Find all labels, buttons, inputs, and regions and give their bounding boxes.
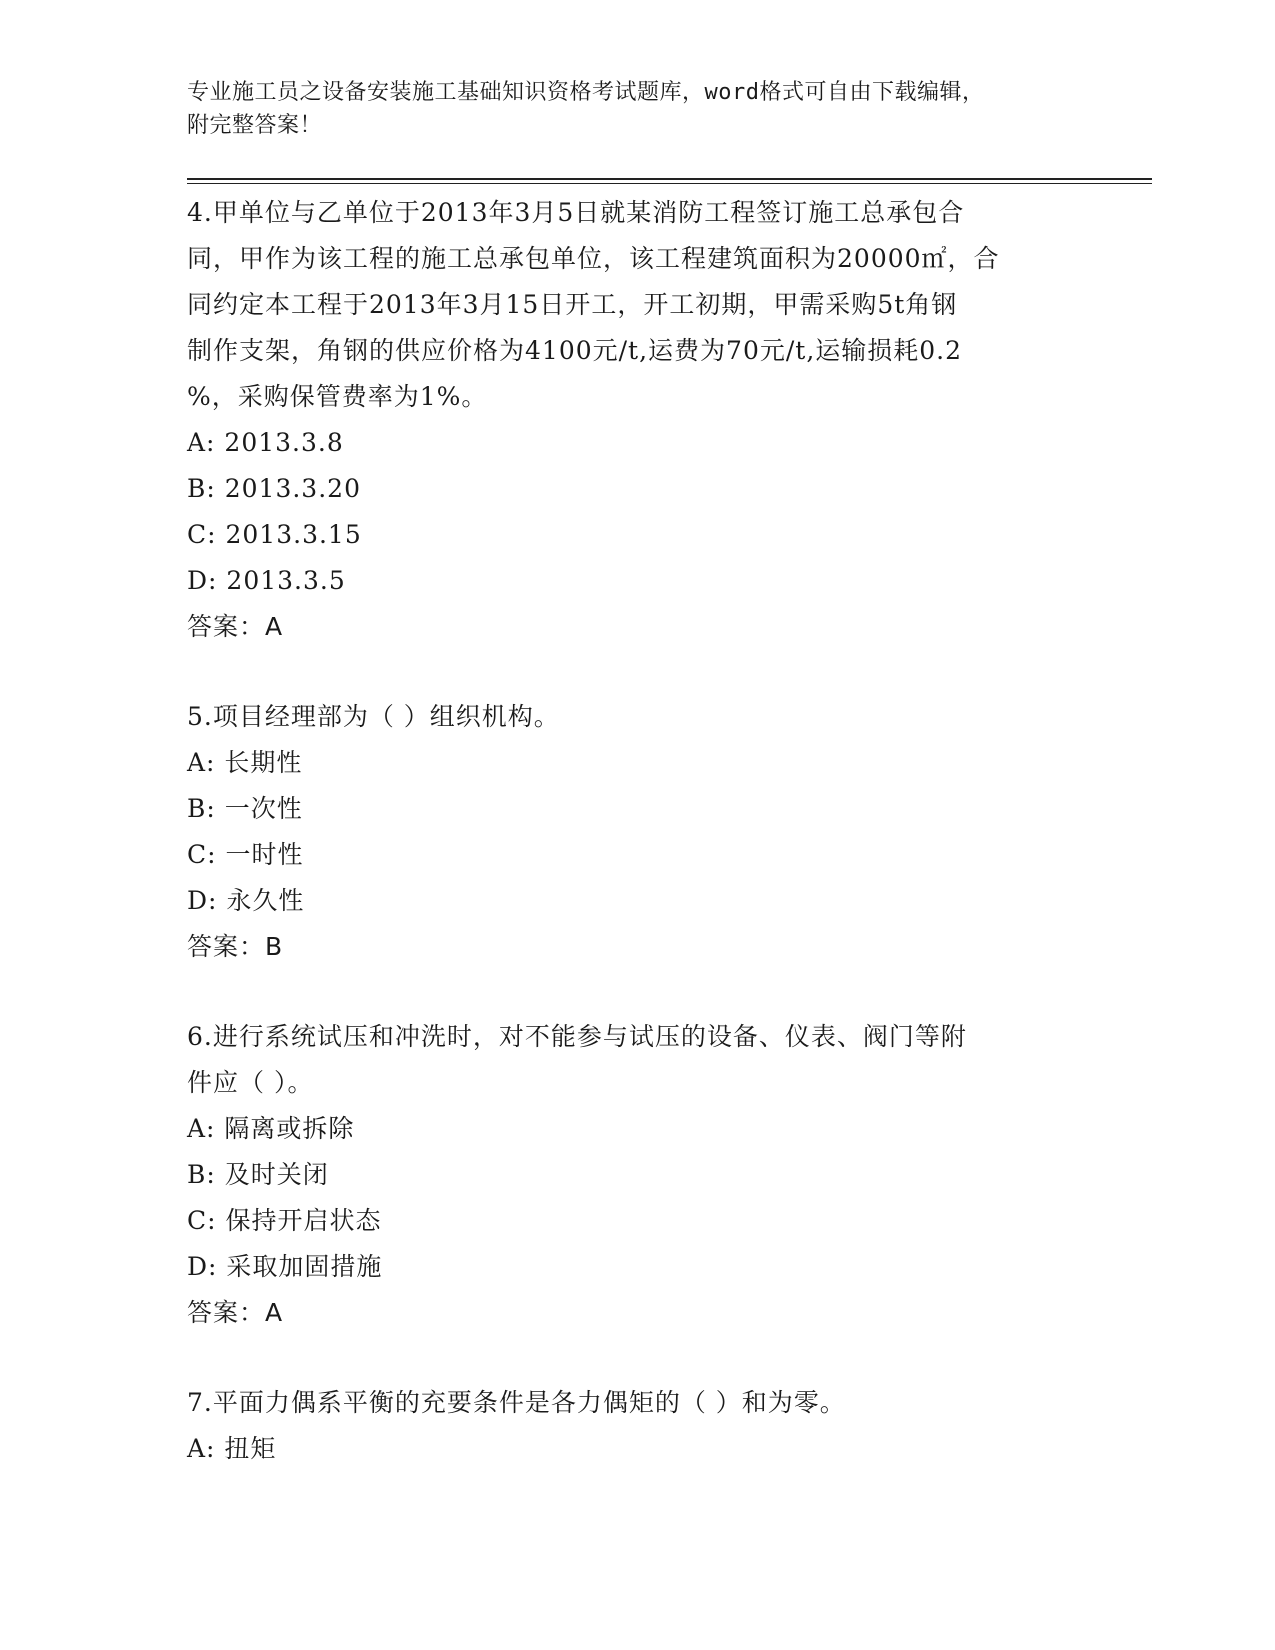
option-b: B: 一次性 xyxy=(187,794,303,823)
question-stem-line: 7.平面力偶系平衡的充要条件是各力偶矩的（ ）和为零。 xyxy=(187,1388,846,1417)
question-7 xyxy=(187,1380,1087,1472)
question-5 xyxy=(187,694,1087,970)
question-stem-line: 同，甲作为该工程的施工总承包单位，该工程建筑面积为20000㎡，合 xyxy=(187,244,1000,273)
option-d: D: 永久性 xyxy=(187,886,305,915)
document-header xyxy=(187,76,1087,142)
option-a: A: 隔离或拆除 xyxy=(187,1114,355,1143)
option-a: A: 2013.3.8 xyxy=(187,428,344,457)
answer-text: 答案：B xyxy=(187,932,284,961)
question-4 xyxy=(187,190,1087,650)
question-spacer xyxy=(187,1336,1087,1380)
option-c: C: 一时性 xyxy=(187,840,304,869)
question-stem-line: 同约定本工程于2013年3月15日开工，开工初期，甲需采购5t角钢 xyxy=(187,290,958,319)
question-list xyxy=(187,190,1087,1472)
question-stem-line: 5.项目经理部为（ ）组织机构。 xyxy=(187,702,560,731)
header-line-2: 附完整答案！ xyxy=(187,113,323,138)
option-d: D: 2013.3.5 xyxy=(187,566,346,595)
option-c: C: 保持开启状态 xyxy=(187,1206,382,1235)
answer-text: 答案：A xyxy=(187,612,284,641)
question-spacer xyxy=(187,970,1087,1014)
header-line-1: 专业施工员之设备安装施工基础知识资格考试题库，word格式可自由下载编辑， xyxy=(187,80,985,105)
header-divider-thin xyxy=(187,183,1152,184)
option-c: C: 2013.3.15 xyxy=(187,520,362,549)
question-stem-line: 制作支架，角钢的供应价格为4100元/t,运费为70元/t,运输损耗0.2 xyxy=(187,336,963,365)
question-stem-line: 4.甲单位与乙单位于2013年3月5日就某消防工程签订施工总承包合 xyxy=(187,198,965,227)
option-b: B: 及时关闭 xyxy=(187,1160,329,1189)
header-divider-thick xyxy=(187,178,1152,180)
option-d: D: 采取加固措施 xyxy=(187,1252,383,1281)
question-6 xyxy=(187,1014,1087,1336)
question-stem-line: 件应（ ）。 xyxy=(187,1068,314,1097)
option-b: B: 2013.3.20 xyxy=(187,474,361,503)
question-spacer xyxy=(187,650,1087,694)
question-stem-line: %，采购保管费率为1%。 xyxy=(187,382,488,411)
option-a: A: 长期性 xyxy=(187,748,303,777)
option-a: A: 扭矩 xyxy=(187,1434,277,1463)
answer-text: 答案：A xyxy=(187,1298,284,1327)
question-stem-line: 6.进行系统试压和冲洗时，对不能参与试压的设备、仪表、阀门等附 xyxy=(187,1022,967,1051)
